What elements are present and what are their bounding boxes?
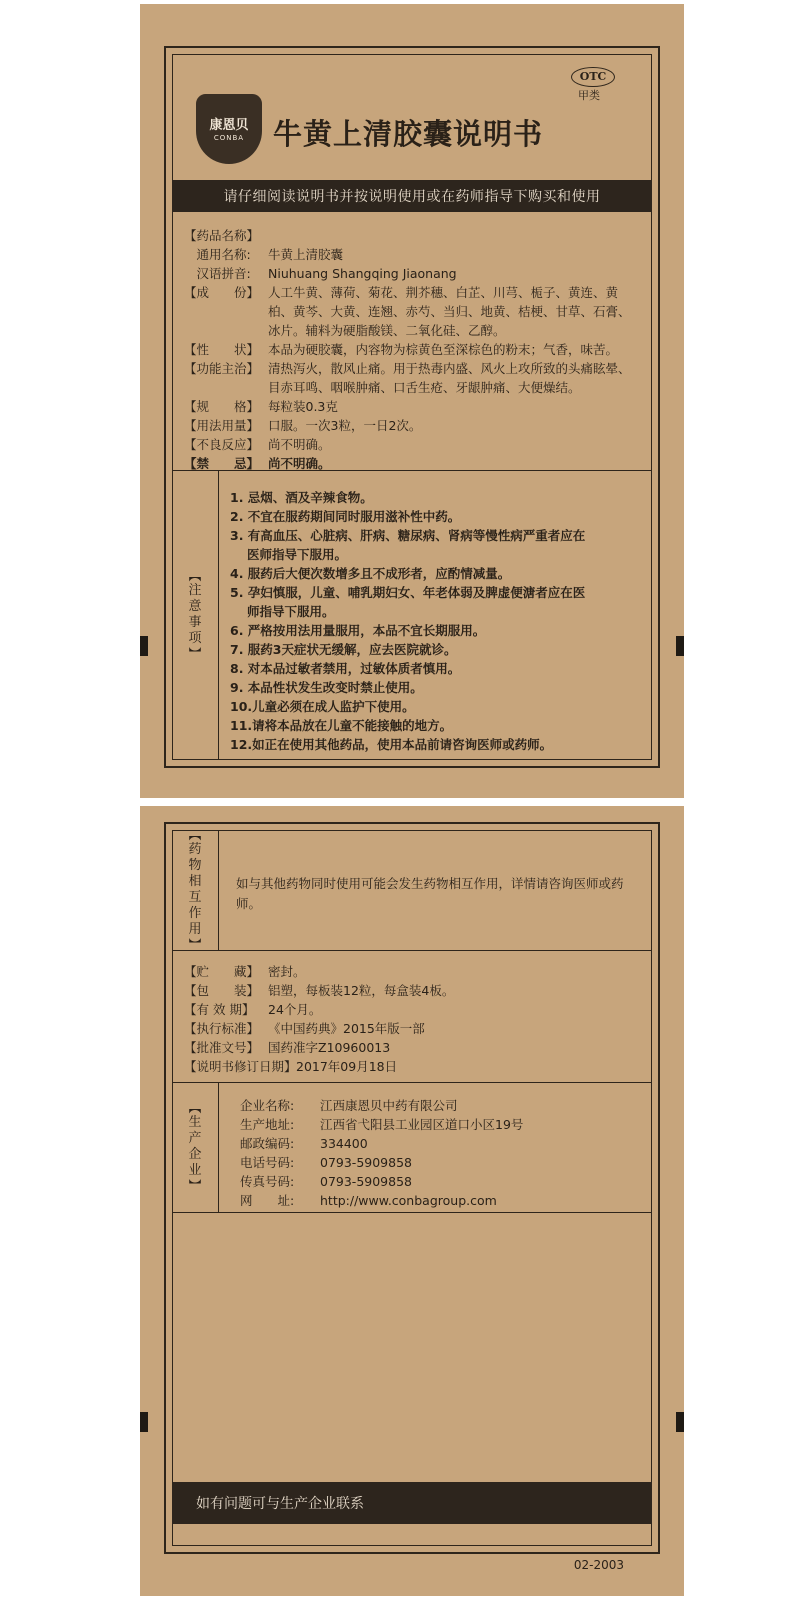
- section-divider: [172, 1082, 652, 1083]
- precautions-list: [230, 488, 640, 754]
- vertical-label-char: 互: [188, 890, 202, 905]
- vertical-label-char: 相: [188, 874, 202, 889]
- vertical-label-char: 作: [188, 906, 202, 921]
- vertical-label-char: 业: [188, 1163, 202, 1178]
- field-row: 【禁 忌】 尚不明确。: [184, 456, 331, 471]
- cut-mark: [140, 636, 148, 656]
- vertical-label-char: 项: [188, 631, 202, 646]
- manufacturer-details: [240, 1096, 620, 1210]
- list-item: [230, 564, 640, 583]
- manufacturer-row: 企业名称: 江西康恩贝中药有限公司: [240, 1098, 458, 1113]
- vertical-label-char: ︼: [188, 1178, 202, 1193]
- list-item-text: 11.请将本品放在儿童不能接触的地方。: [230, 718, 453, 733]
- list-item-text: 8. 对本品过敏者禁用，过敏体质者慎用。: [230, 661, 461, 676]
- vertical-label-char: ︻: [188, 827, 202, 842]
- vertical-label-char: 事: [188, 615, 202, 630]
- vertical-label-char: 产: [188, 1131, 202, 1146]
- vertical-label-char: 注: [188, 583, 202, 598]
- vertical-label-char: 意: [188, 599, 202, 614]
- list-item-text: 2. 不宜在服药期间同时服用滋补性中药。: [230, 509, 461, 524]
- list-item: [230, 735, 640, 754]
- leaflet-page-1: [140, 4, 684, 798]
- field-row: 【性 状】 本品为硬胶囊，内容物为棕黄色至深棕色的粉末；气香，味苦。: [184, 342, 619, 357]
- list-item: [230, 659, 640, 678]
- vertical-label-char: 用: [188, 922, 202, 937]
- manufacturer-row: 电话号码: 0793-5909858: [240, 1155, 412, 1170]
- list-item-text: 10.儿童必须在成人监护下使用。: [230, 699, 415, 714]
- field-row: 【药品名称】: [184, 228, 260, 243]
- vertical-label-char: ︻: [188, 568, 202, 583]
- logo-english: CONBA: [213, 134, 245, 142]
- list-item: [230, 697, 640, 716]
- section-divider: [172, 470, 652, 471]
- manufacturer-row: 传真号码: 0793-5909858: [240, 1174, 412, 1189]
- storage-fields: [184, 962, 636, 1076]
- field-row: 【不良反应】 尚不明确。: [184, 437, 331, 452]
- manufacturer-row: 网 址: http://www.conbagroup.com: [240, 1193, 497, 1208]
- vertical-label-char: 物: [188, 858, 202, 873]
- document-title: 牛黄上清胶囊说明书: [273, 117, 544, 151]
- vertical-label-char: ︻: [188, 1100, 202, 1115]
- manufacturer-row: 邮政编码: 334400: [240, 1136, 368, 1151]
- section-divider: [172, 950, 652, 951]
- document-code: 02-2003: [573, 1558, 624, 1572]
- list-item-text: 6. 严格按用法用量服用，本品不宜长期服用。: [230, 623, 486, 638]
- field-row: 【说明书修订日期】 2017年09月18日: [184, 1059, 398, 1074]
- vertical-label-char: 企: [188, 1147, 202, 1162]
- list-item: [230, 526, 640, 564]
- list-item-text: 9. 本品性状发生改变时禁止使用。: [230, 680, 423, 695]
- field-row: 【功能主治】 清热泻火，散风止痛。用于热毒内盛、风火上攻所致的头痛眩晕、目赤耳鸣、咽喉肿痛、口舌生疮、牙龈肿痛、大便燥结。: [184, 361, 631, 395]
- leaflet-page-2: [140, 806, 684, 1596]
- list-item-text: 4. 服药后大便次数增多且不成形者，应酌情减量。: [230, 566, 511, 581]
- list-item: [230, 583, 640, 621]
- field-row: 【成 份】 人工牛黄、薄荷、菊花、荆芥穗、白芷、川芎、栀子、黄连、黄柏、黄芩、大黄、连翘、赤芍、当归、地黄、桔梗、甘草、石膏、冰片。辅料为硬脂酸镁、二氧化硅、乙醇。: [184, 285, 631, 338]
- brand-logo: [196, 94, 262, 164]
- drug-info-fields: [184, 226, 636, 473]
- field-row: 【用法用量】 口服。一次3粒，一日2次。: [184, 418, 422, 433]
- list-item-text: 12.如正在使用其他药品，使用本品前请咨询医师或药师。: [230, 737, 553, 752]
- field-row: 【执行标准】 《中国药典》2015年版一部: [184, 1021, 425, 1036]
- list-item: [230, 621, 640, 640]
- vertical-label-char: ︼: [188, 937, 202, 952]
- list-item: [230, 716, 640, 735]
- interactions-text: 如与其他药物同时使用可能会发生药物相互作用，详情请咨询医师或药师。: [236, 876, 624, 911]
- banner-text: 请仔细阅读说明书并按说明使用或在药师指导下购买和使用: [223, 189, 601, 205]
- list-item-text: 7. 服药3天症状无缓解，应去医院就诊。: [230, 642, 457, 657]
- list-item-continuation: 师指导下服用。: [247, 604, 335, 619]
- contact-banner: [172, 1482, 652, 1524]
- interactions-label: [172, 827, 218, 952]
- vertical-label-char: ︼: [188, 646, 202, 661]
- field-row: 【包 装】 铝塑，每板装12粒，每盒装4板。: [184, 983, 455, 998]
- manufacturer-row: 生产地址: 江西省弋阳县工业园区道口小区19号: [240, 1117, 524, 1132]
- vertical-label-char: 药: [188, 842, 202, 857]
- list-item-continuation: 医师指导下服用。: [247, 547, 348, 562]
- otc-badge: OTC: [571, 67, 615, 87]
- contact-banner-text: 如有问题可与生产企业联系: [196, 1496, 364, 1512]
- manufacturer-label: [172, 1082, 218, 1212]
- label-column-divider: [218, 1082, 219, 1212]
- list-item: [230, 640, 640, 659]
- field-row: 【有 效 期】 24个月。: [184, 1002, 322, 1017]
- list-item-text: 1. 忌烟、酒及辛辣食物。: [230, 490, 373, 505]
- list-item-text: 5. 孕妇慎服，儿童、哺乳期妇女、年老体弱及脾虚便溏者应在医: [230, 585, 586, 600]
- section-divider: [172, 1212, 652, 1213]
- cut-mark: [676, 636, 684, 656]
- field-row: 通用名称: 牛黄上清胶囊: [184, 247, 344, 262]
- list-item: [230, 678, 640, 697]
- field-row: 汉语拼音: Niuhuang Shangqing Jiaonang: [184, 266, 457, 281]
- cut-mark: [140, 1412, 148, 1432]
- list-item: [230, 507, 640, 526]
- list-item: [230, 488, 640, 507]
- otc-category: 甲类: [578, 89, 600, 102]
- field-row: 【批准文号】 国药准字Z10960013: [184, 1040, 391, 1055]
- logo-chinese: 康恩贝: [209, 118, 249, 133]
- list-item-text: 3. 有高血压、心脏病、肝病、糖尿病、肾病等慢性病严重者应在: [230, 528, 586, 543]
- field-row: 【贮 藏】 密封。: [184, 964, 306, 979]
- cut-mark: [676, 1412, 684, 1432]
- field-row: 【规 格】 每粒装0.3克: [184, 399, 338, 414]
- precautions-label: [172, 470, 218, 760]
- instruction-banner: [172, 180, 652, 212]
- vertical-label-char: 生: [188, 1115, 202, 1130]
- label-column-divider: [218, 830, 219, 950]
- label-column-divider: [218, 470, 219, 760]
